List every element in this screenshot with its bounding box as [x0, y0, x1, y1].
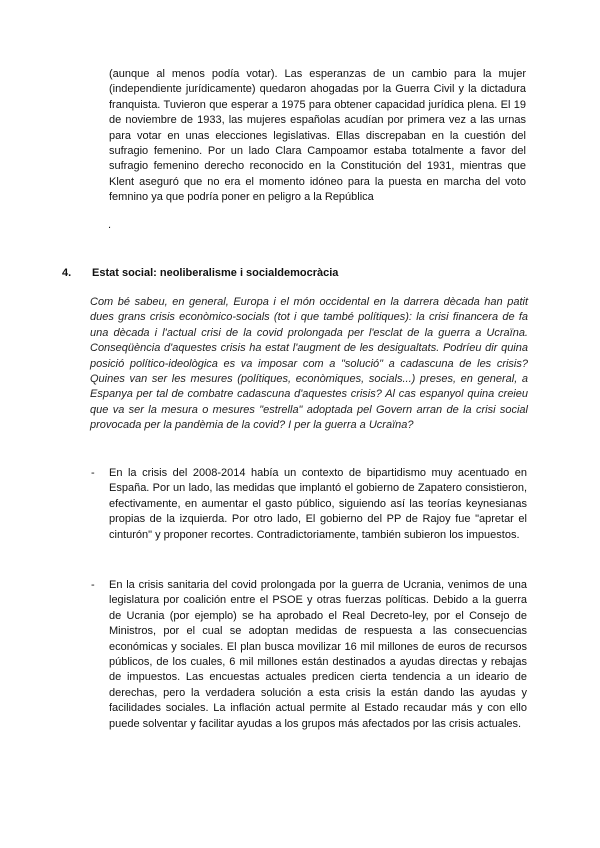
question-paragraph: Com bé sabeu, en general, Europa i el món occidental en la darrera dècada han patit dues grans crisis econòmico-socials (tot i que també polítiques): la crisi financera de fa una dècada i l'actual crisi de la covid prolongada per l'esclat de la guerra a Ucraïna. Conseqüència d'aquestes crisis ha estat l'augment de les desigualtats. Podríeu dir quina posició político-ideològica es va imposar com a "solució" a cadascuna de les crisis? Quines van ser les mesures (polítiques, econòmiques, socials...) preses, en general, a Espanya per tal de combatre cadascuna d'aquestes crisis? Al cas espanyol quina creieu que va ser la mesura o mesures "estrella" adoptada pel Govern arran de la crisi social provocada per la pandèmia de la covid? I per la guerra a Ucraïna?	[90, 296, 528, 432]
answer-paragraph-covid-crisis: En la crisis sanitaria del covid prolongada por la guerra de Ucrania, venimos de una legislatura por coalición entre el PSOE y otras fuerzas políticas. Debido a la guerra de Ucrania (por ejemplo) se ha aprobado el Real Decreto-ley, por el Consejo de Ministros, por el cual se adoptan medidas de respuesta a las consecuencias económicas y sociales. El plan busca movilizar 16 mil millones de euros de recursos públicos, de los cuales, 6 mil millones están destinados a ayudas directas y rebajas de impuestos. Las encuestas actuales predicen cierta tendencia a un ideario de derechas, pero la verdadera solución a esta crisis la están dando las ayudas y facilidades sociales. La inflación actual permite al Estado recaudar más y con ello puede solventar y facilitar ayudas a los grupos más afectados por las crisis actuales.	[109, 579, 527, 730]
answer-paragraph-2008-crisis: En la crisis del 2008-2014 había un contexto de bipartidismo muy acentuado en España. Por un lado, las medidas que implantó el gobierno de Zapatero consistieron, efectivamente, en aumentar el gasto público, siguiendo así las teorías keynesianas propias de la izquierda. Por otro lado, El gobierno del PP de Rajoy fue "apretar el cinturón" y proponer recortes. Contradictoriamente, también subieron los impuestos.	[109, 467, 527, 541]
bullet-marker: -	[91, 467, 95, 479]
section-heading	[62, 266, 338, 280]
stray-period: .	[108, 219, 112, 231]
intro-paragraph: (aunque al menos podía votar). Las esperanzas de un cambio para la mujer (independiente jurídicamente) quedaron ahogadas por la Guerra Civil y la dictadura franquista. Tuvieron que esperar a 1975 para obtener capacidad jurídica plena. El 19 de noviembre de 1933, las mujeres españolas acudían por primera vez a las urnas para votar en unas elecciones legislativas. Ellas discrepaban en la cuestión del sufragio femenino. Por un lado Clara Campoamor estaba totalmente a favor del sufragio femenino derecho reconocido en la Constitución del 1931, mientras que Klent aseguró que no era el momento idóneo para la puesta en marcha del voto femnino ya que podría poner en peligro a la República	[109, 68, 526, 204]
bullet-marker: -	[91, 579, 95, 591]
section-number: 4.	[62, 267, 72, 279]
section-title: Estat social: neoliberalisme i socialdemocràcia	[92, 267, 339, 279]
